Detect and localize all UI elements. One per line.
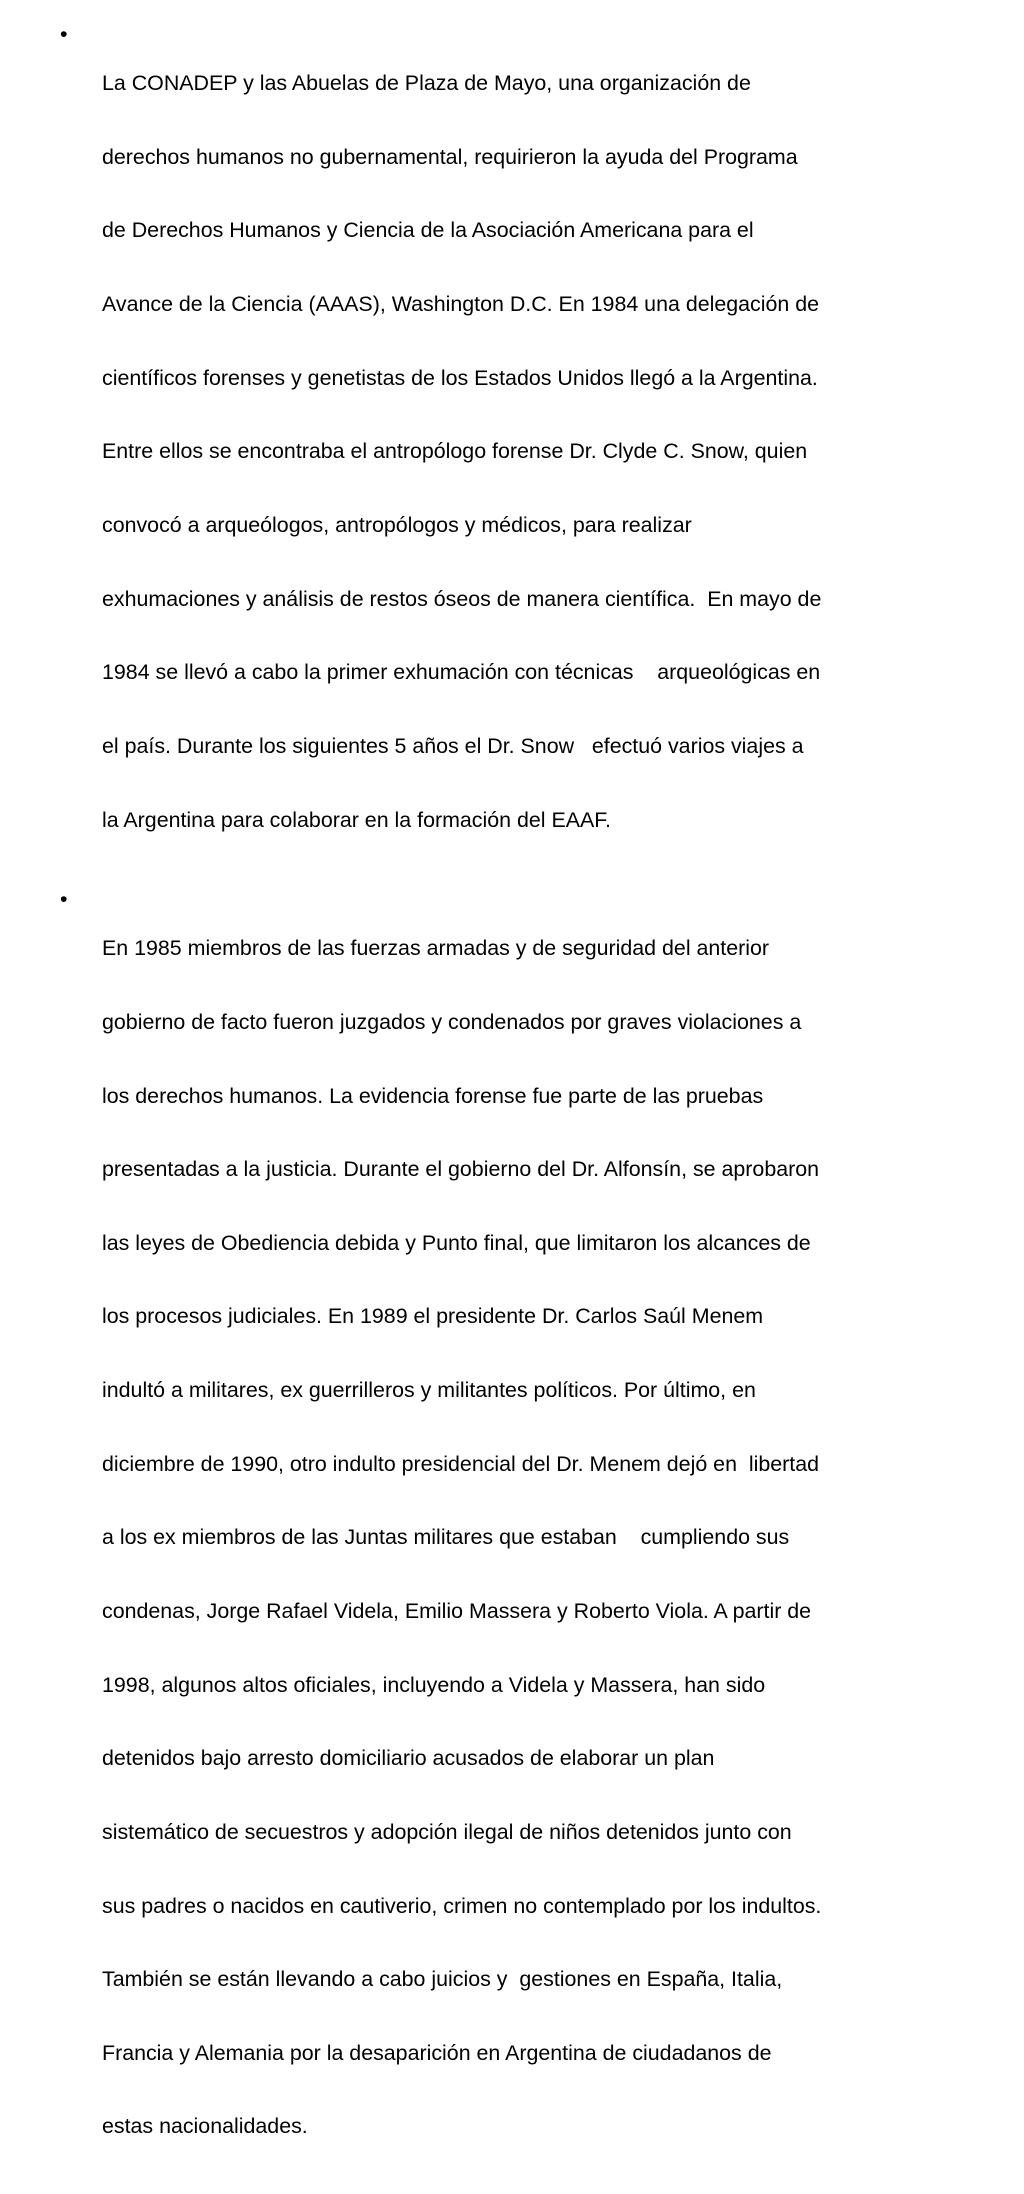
text-line: científicos forenses y genetistas de los Estados Unidos llegó a la Argentina. [102, 365, 818, 390]
text-line: diciembre de 1990, otro indulto presidencial del Dr. Menem dejó en libertad [102, 1451, 820, 1476]
bullet-text-juicios [102, 887, 970, 2188]
bullet-icon: • [60, 887, 68, 912]
text-line: En 1985 miembros de las fuerzas armadas y de seguridad del anterior [102, 936, 770, 961]
text-line: sistemático de secuestros y adopción ilegal de niños detenidos junto con [102, 1819, 792, 1844]
text-line: condenas, Jorge Rafael Videla, Emilio Massera y Roberto Viola. A partir de [102, 1599, 812, 1623]
text-line: También se están llevando a cabo juicios y gestiones en España, Italia, [102, 1967, 783, 1992]
text-line: 1984 se llevó a cabo la primer exhumación con técnicas arqueológicas en [102, 660, 821, 685]
text-line: detenidos bajo arresto domiciliario acusados de elaborar un plan [102, 1746, 715, 1771]
text-line: Entre ellos se encontraba el antropólogo forense Dr. Clyde C. Snow, quien [102, 439, 808, 464]
text-line: La CONADEP y las Abuelas de Plaza de Mayo, una organización de [102, 71, 751, 96]
text-line: indultó a militares, ex guerrilleros y militantes políticos. Por último, en [102, 1378, 756, 1403]
text-line: a los ex miembros de las Juntas militares que estaban cumpliendo sus [102, 1525, 790, 1550]
text-line: derechos humanos no gubernamental, requirieron la ayuda del Programa [102, 144, 798, 169]
text-line: Avance de la Ciencia (AAAS), Washington D.C. En 1984 una delegación de [102, 292, 820, 317]
bullet-icon: • [60, 22, 68, 46]
text-line: los procesos judiciales. En 1989 el presidente Dr. Carlos Saúl Menem [102, 1304, 764, 1329]
text-line: los derechos humanos. La evidencia forense fue parte de las pruebas [102, 1083, 764, 1108]
text-line: sus padres o nacidos en cautiverio, crimen no contemplado por los indultos. [102, 1893, 822, 1918]
bullet-text-conadep [102, 22, 970, 881]
text-line: exhumaciones y análisis de restos óseos de manera científica. En mayo de [102, 586, 822, 611]
text-line: convocó a arqueólogos, antropólogos y médicos, para realizar [102, 512, 692, 537]
text-line: la Argentina para colaborar en la formación del EAAF. [102, 807, 611, 832]
text-line: el país. Durante los siguientes 5 años el Dr. Snow efectuó varios viajes a [102, 733, 804, 758]
bullet-item-conadep [60, 22, 970, 881]
bullet-list [60, 22, 970, 2194]
text-line: 1998, algunos altos oficiales, incluyendo a Videla y Massera, han sido [102, 1672, 766, 1697]
text-line: estas nacionalidades. [102, 2114, 308, 2139]
text-line: de Derechos Humanos y Ciencia de la Asociación Americana para el [102, 218, 754, 243]
text-line: presentadas a la justicia. Durante el gobierno del Dr. Alfonsín, se aprobaron [102, 1157, 820, 1182]
bullet-item-juicios [60, 887, 970, 2188]
text-line: las leyes de Obediencia debida y Punto final, que limitaron los alcances de [102, 1230, 811, 1255]
text-line: gobierno de facto fueron juzgados y condenados por graves violaciones a [102, 1009, 802, 1034]
text-line: Francia y Alemania por la desaparición en Argentina de ciudadanos de [102, 2040, 772, 2065]
